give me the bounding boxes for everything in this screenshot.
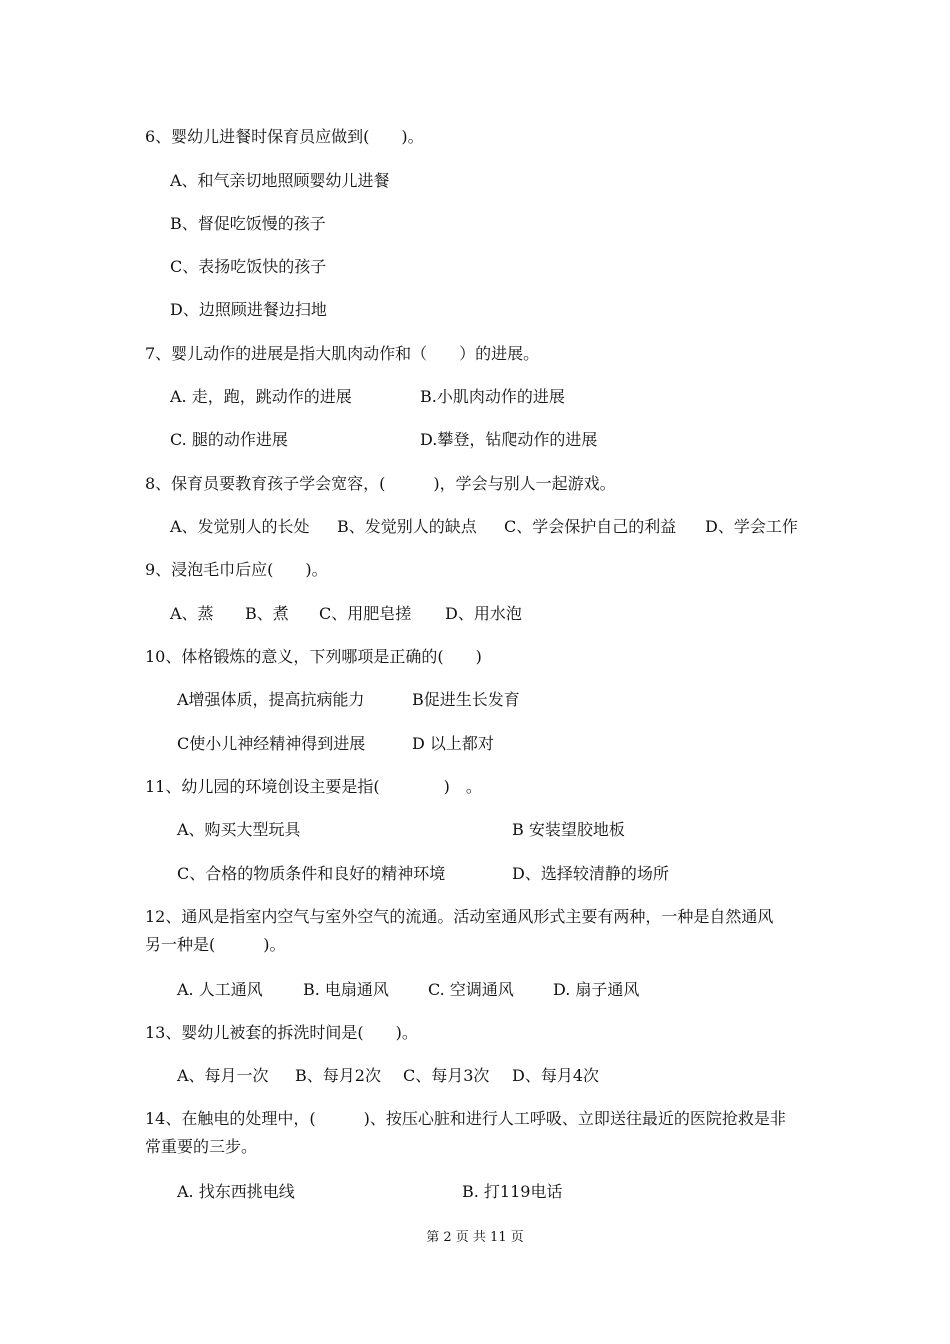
question-12-option-a: A. 人工通风	[177, 980, 263, 999]
question-9-option-a: A、蒸	[170, 604, 214, 623]
question-8-option-b: B、发觉别人的缺点	[337, 517, 477, 536]
question-10-stem: 10、体格锻炼的意义，下列哪项是正确的( )	[145, 647, 482, 666]
question-6-option-a: A、和气亲切地照顾婴幼儿进餐	[170, 171, 390, 190]
question-11-stem: 11、幼儿园的环境创设主要是指( ) 。	[145, 777, 482, 796]
page-footer: 第 2 页 共 11 页	[426, 1230, 524, 1245]
question-11-option-c: C、合格的物质条件和良好的精神环境	[177, 864, 446, 883]
question-6-option-d: D、边照顾进餐边扫地	[170, 300, 327, 319]
question-8-stem: 8、保育员要教育孩子学会宽容，( )，学会与别人一起游戏。	[145, 474, 616, 493]
question-8-option-d: D、学会工作	[705, 517, 798, 536]
question-10-option-c: C使小儿神经精神得到进展	[177, 734, 366, 753]
question-14-option-a: A. 找东西挑电线	[177, 1182, 295, 1201]
question-10-option-d: D 以上都对	[412, 734, 494, 753]
question-14-stem-line-2: 常重要的三步。	[145, 1137, 258, 1156]
question-6-option-b: B、督促吃饭慢的孩子	[170, 214, 326, 233]
question-11-option-d: D、选择较清静的场所	[512, 864, 669, 883]
question-11-option-a: A、购买大型玩具	[177, 820, 301, 839]
question-13-option-a: A、每月一次	[177, 1066, 269, 1085]
question-10-option-a: A增强体质，提高抗病能力	[177, 690, 365, 709]
question-13-option-d: D、每月4次	[512, 1066, 600, 1085]
question-7-stem: 7、婴儿动作的进展是指大肌肉动作和（ ）的进展。	[145, 344, 540, 363]
question-12-stem-line-2: 另一种是( )。	[145, 935, 286, 954]
question-13-option-c: C、每月3次	[403, 1066, 490, 1085]
question-12-option-d: D. 扇子通风	[553, 980, 640, 999]
question-9-option-b: B、煮	[245, 604, 289, 623]
question-9-stem: 9、浸泡毛巾后应( )。	[145, 560, 328, 579]
question-8-option-a: A、发觉别人的长处	[170, 517, 310, 536]
question-9-option-c: C、用肥皂搓	[319, 604, 412, 623]
question-13-option-b: B、每月2次	[295, 1066, 381, 1085]
question-9-option-d: D、用水泡	[445, 604, 522, 623]
question-12-option-b: B. 电扇通风	[303, 980, 389, 999]
question-7-option-a: A. 走，跑，跳动作的进展	[170, 387, 352, 406]
question-7-option-c: C. 腿的动作进展	[170, 430, 288, 449]
question-12-option-c: C. 空调通风	[428, 980, 514, 999]
question-10-option-b: B促进生长发育	[412, 690, 520, 709]
question-14-stem-line-1: 14、在触电的处理中，( )、按压心脏和进行人工呼吸、立即送往最近的医院抢救是非	[145, 1109, 786, 1128]
question-14-option-b: B. 打119电话	[462, 1182, 563, 1201]
question-7-option-d: D.攀登，钻爬动作的进展	[420, 430, 598, 449]
question-8-option-c: C、学会保护自己的利益	[504, 517, 677, 536]
question-6-stem: 6、婴幼儿进餐时保育员应做到( )。	[145, 127, 424, 146]
question-12-stem-line-1: 12、通风是指室内空气与室外空气的流通。活动室通风形式主要有两种，一种是自然通风	[145, 907, 774, 926]
question-6-option-c: C、表扬吃饭快的孩子	[170, 257, 327, 276]
question-7-option-b: B.小肌肉动作的进展	[420, 387, 565, 406]
question-11-option-b: B 安装望胶地板	[512, 820, 625, 839]
question-13-stem: 13、婴幼儿被套的拆洗时间是( )。	[145, 1023, 418, 1042]
